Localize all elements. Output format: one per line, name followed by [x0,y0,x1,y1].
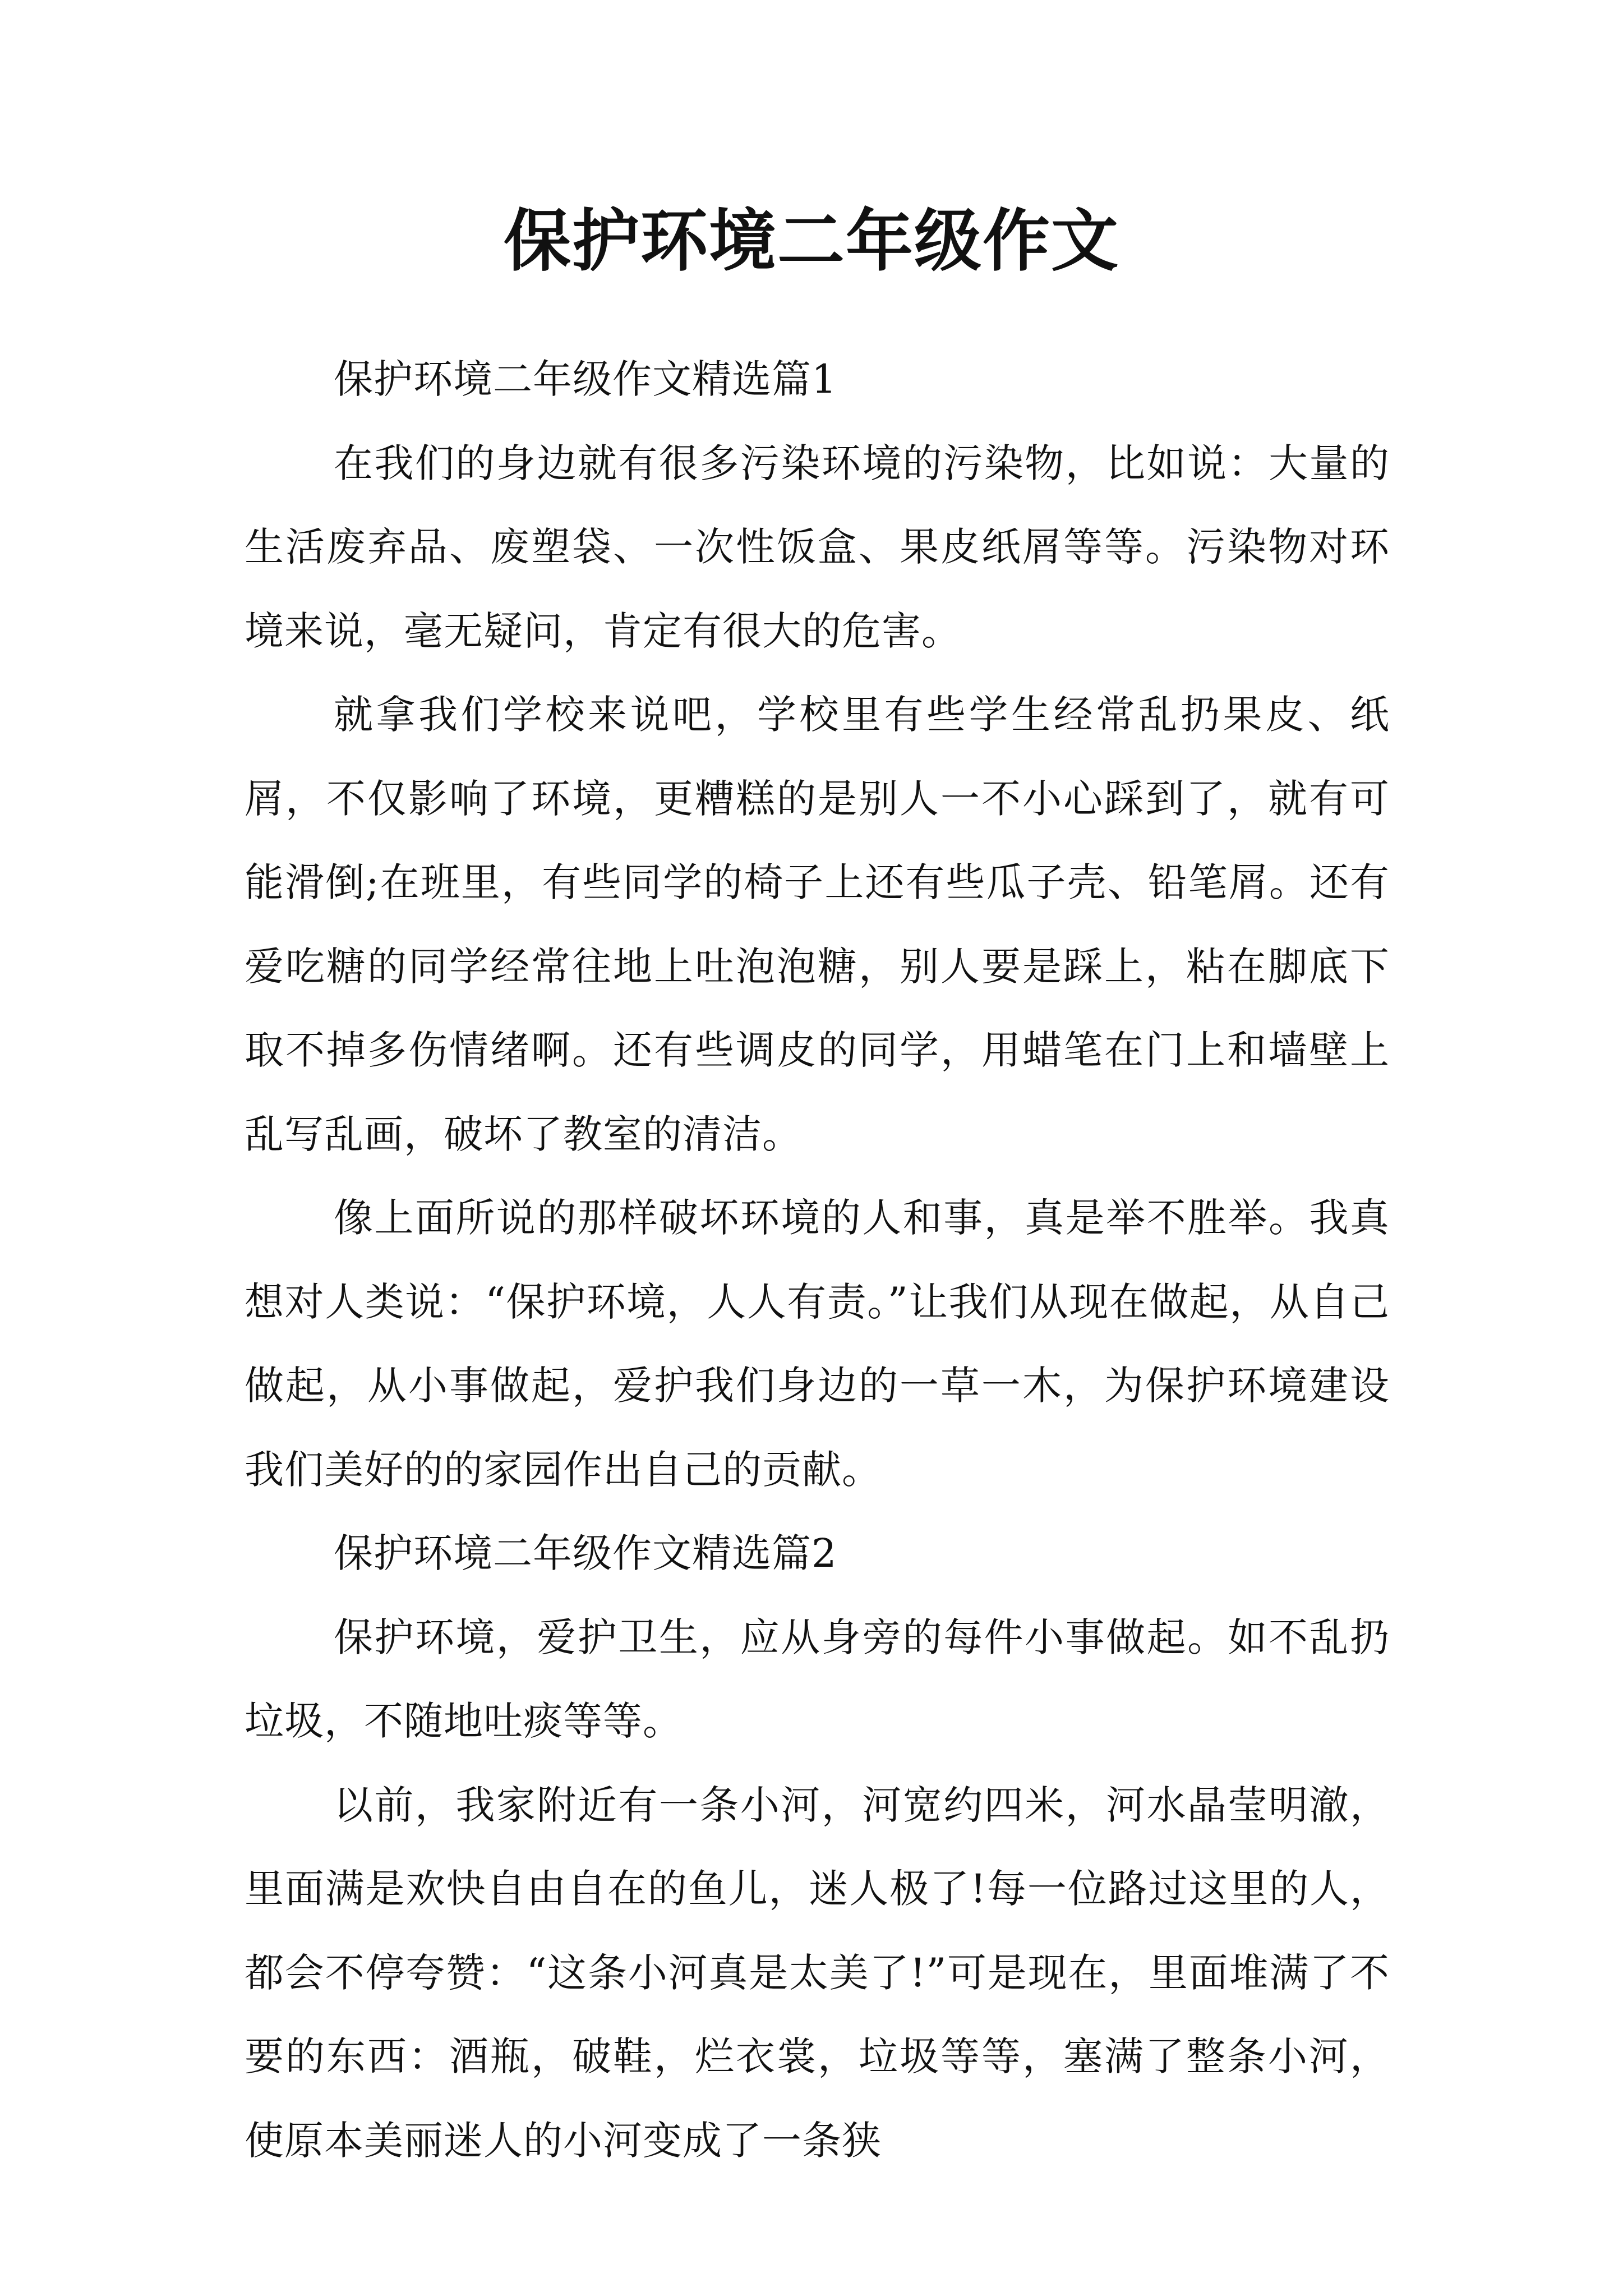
paragraph: 在我们的身边就有很多污染环境的污染物，比如说：大量的生活废弃品、废塑袋、一次性饭盒、果皮纸屑等等。污染物对环境来说，毫无疑问，肯定有很大的危害。 [245,440,1390,654]
section-heading-1: 保护环境二年级作文精选篇1 [334,356,837,402]
section-heading-2: 保护环境二年级作文精选篇2 [334,1530,837,1576]
paragraph: 保护环境，爱护卫生，应从身旁的每件小事做起。如不乱扔垃圾，不随地吐痰等等。 [245,1614,1390,1744]
paragraph: 以前，我家附近有一条小河，河宽约四米，河水晶莹明澈，里面满是欢快自由自在的鱼儿，迷人极了!每一位路过这里的人，都会不停夸赞：“这条小河真是太美了!”可是现在，里面堆满了不要的东西：酒瓶，破鞋，烂衣裳，垃圾等等，塞满了整条小河，使原本美丽迷人的小河变成了一条狭 [245,1782,1390,2164]
paragraph: 就拿我们学校来说吧，学校里有些学生经常乱扔果皮、纸屑，不仅影响了环境，更糟糕的是别人一不小心踩到了，就有可能滑倒;在班里，有些同学的椅子上还有些瓜子壳、铅笔屑。还有爱吃糖的同学经常往地上吐泡泡糖，别人要是踩上，粘在脚底下取不掉多伤情绪啊。还有些调皮的同学，用蜡笔在门上和墙壁上乱写乱画，破坏了教室的清洁。 [245,692,1390,1157]
paragraph: 像上面所说的那样破坏环境的人和事，真是举不胜举。我真想对人类说：“保护环境，人人有责。”让我们从现在做起，从自己做起，从小事做起，爱护我们身边的一草一木，为保护环境建设我们美好的的家园作出自己的贡献。 [245,1195,1390,1493]
document-title: 保护环境二年级作文 [504,201,1119,280]
document-body [245,338,1390,2183]
